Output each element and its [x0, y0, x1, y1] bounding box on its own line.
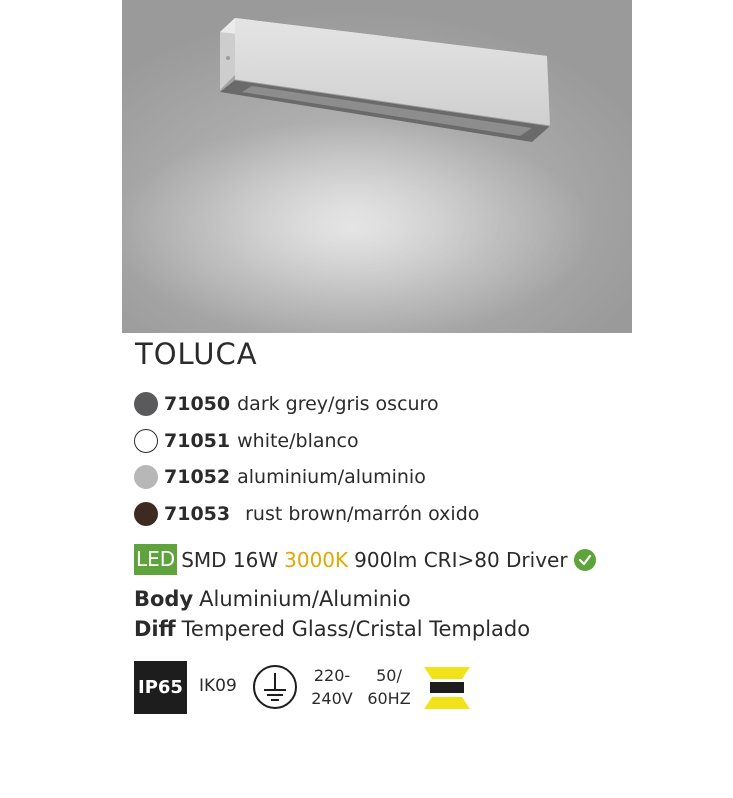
finish-label: dark grey/gris oscuro	[237, 393, 439, 415]
check-circle-icon	[574, 549, 596, 571]
wall-light-illustration	[122, 0, 632, 333]
led-type: SMD 16W	[181, 547, 279, 572]
finish-code: 71053	[164, 503, 231, 525]
finish-code: 71052	[164, 466, 231, 488]
frequency-line-1: 50/	[376, 666, 402, 685]
body-value: Aluminium/Aluminio	[199, 587, 411, 611]
finish-swatch-rust-brown	[134, 502, 158, 526]
product-name: TOLUCA	[135, 337, 258, 371]
finish-row-71052	[134, 462, 426, 492]
finish-label: rust brown/marrón oxido	[245, 503, 480, 525]
led-badge: LED	[134, 544, 177, 575]
body-label: Body	[134, 587, 194, 611]
finish-row-71050	[134, 389, 439, 419]
light-spec-line	[134, 544, 596, 575]
frequency-rating	[364, 664, 414, 710]
finish-row-71051	[134, 426, 359, 456]
finish-swatch-white	[134, 429, 158, 453]
voltage-rating	[310, 664, 354, 710]
finish-row-71053	[134, 499, 479, 529]
color-temperature: 3000K	[284, 547, 349, 572]
voltage-line-1: 220-	[313, 666, 351, 685]
voltage-line-2: 240V	[311, 689, 353, 708]
finish-label: white/blanco	[237, 430, 359, 452]
class-i-earth-icon	[252, 664, 298, 714]
ik-rating: IK09	[199, 676, 237, 696]
finish-swatch-aluminium	[134, 465, 158, 489]
light-output: 900lm CRI>80 Driver	[354, 547, 568, 572]
diff-label: Diff	[134, 617, 176, 641]
up-down-light-icon	[424, 667, 470, 713]
diff-value: Tempered Glass/Cristal Templado	[181, 617, 531, 641]
finish-code: 71050	[164, 393, 231, 415]
finish-label: aluminium/aluminio	[237, 466, 426, 488]
product-photo	[122, 0, 632, 333]
body-material	[134, 587, 411, 611]
ip-rating-badge: IP65	[134, 661, 187, 714]
finish-swatch-dark-grey	[134, 392, 158, 416]
finish-code: 71051	[164, 430, 231, 452]
diffuser-material	[134, 617, 530, 641]
frequency-line-2: 60HZ	[367, 689, 411, 708]
